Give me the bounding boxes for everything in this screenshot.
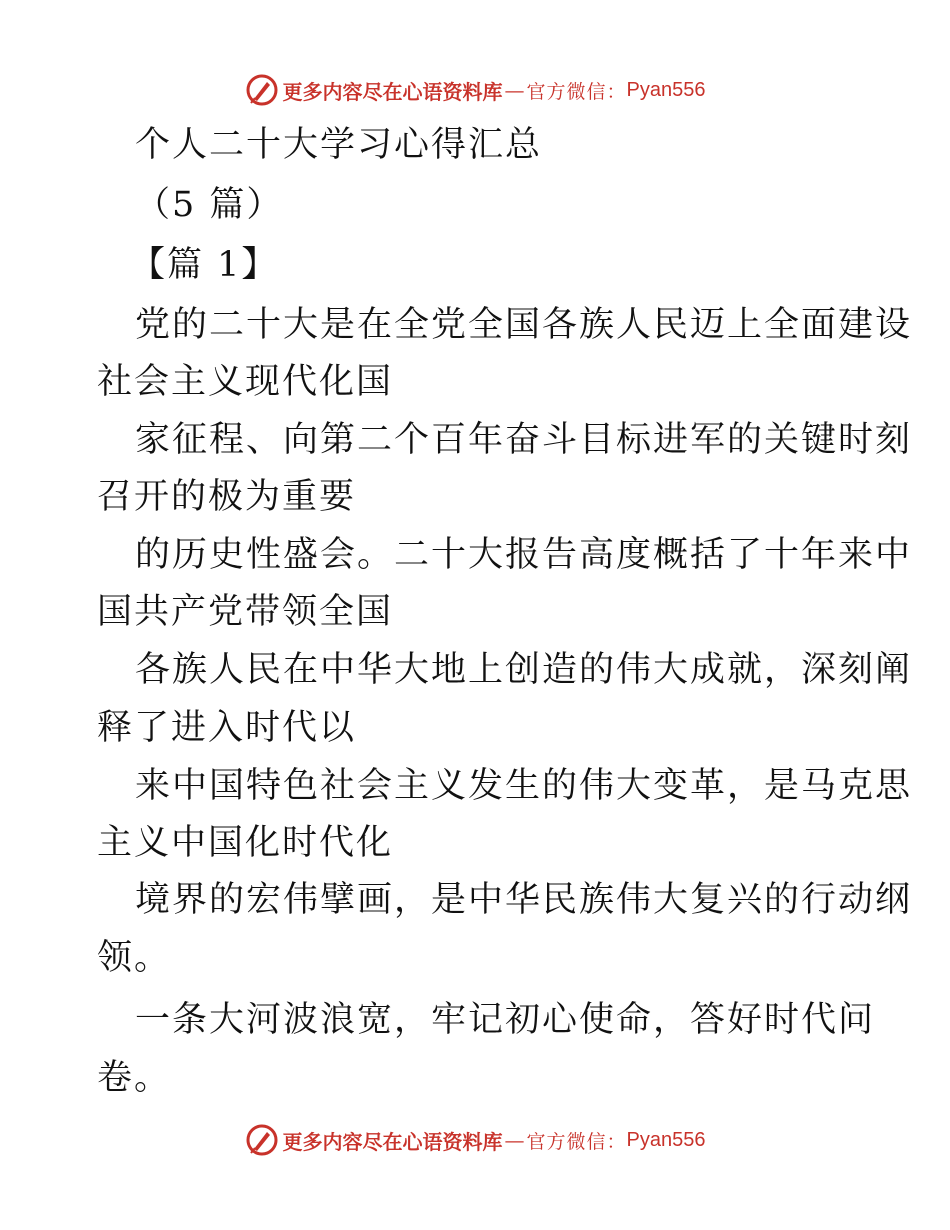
wechat-account: Pyan556 [626, 1128, 706, 1151]
text-line: 的历史性盛会。二十大报告高度概括了十年来中 [135, 535, 913, 575]
section-heading: 【篇 1】 [130, 245, 279, 285]
banner-separator: — [504, 78, 525, 102]
site-name: 更多内容尽在心语资料库 [282, 79, 503, 104]
text-line: 各族人民在中华大地上创造的伟大成就，深刻阐 [135, 650, 913, 690]
text-line: 家征程、向第二个百年奋斗目标进军的关键时刻 [135, 420, 913, 460]
text-line: 卷。 [97, 1058, 172, 1098]
banner-separator: — [504, 1128, 525, 1152]
text-line: 主义中国化时代化 [97, 823, 394, 863]
text-line: 释了进入时代以 [97, 708, 357, 748]
text-line: 召开的极为重要 [97, 477, 357, 517]
site-name: 更多内容尽在心语资料库 [282, 1129, 503, 1154]
text-line: 境界的宏伟擘画，是中华民族伟大复兴的行动纲 [135, 880, 913, 920]
wechat-label: 官方微信： [526, 80, 627, 103]
text-line: 社会主义现代化国 [97, 362, 394, 402]
wechat-account: Pyan556 [626, 78, 706, 101]
text-line: 国共产党带领全国 [97, 592, 394, 632]
text-line: 党的二十大是在全党全国各族人民迈上全面建设 [135, 305, 913, 345]
text-line: 来中国特色社会主义发生的伟大变革，是马克思 [135, 766, 913, 806]
footer-banner [0, 1120, 950, 1160]
header-banner [0, 70, 950, 110]
quill-in-circle-icon [245, 1123, 279, 1157]
text-line: 领。 [97, 938, 172, 978]
text-line: 一条大河波浪宽，牢记初心使命，答好时代问 [135, 1000, 876, 1040]
wechat-label: 官方微信： [526, 1130, 627, 1153]
document-title: 个人二十大学习心得汇总 [135, 125, 543, 165]
document-subtitle: （5 篇） [135, 185, 284, 225]
quill-in-circle-icon [245, 73, 279, 107]
